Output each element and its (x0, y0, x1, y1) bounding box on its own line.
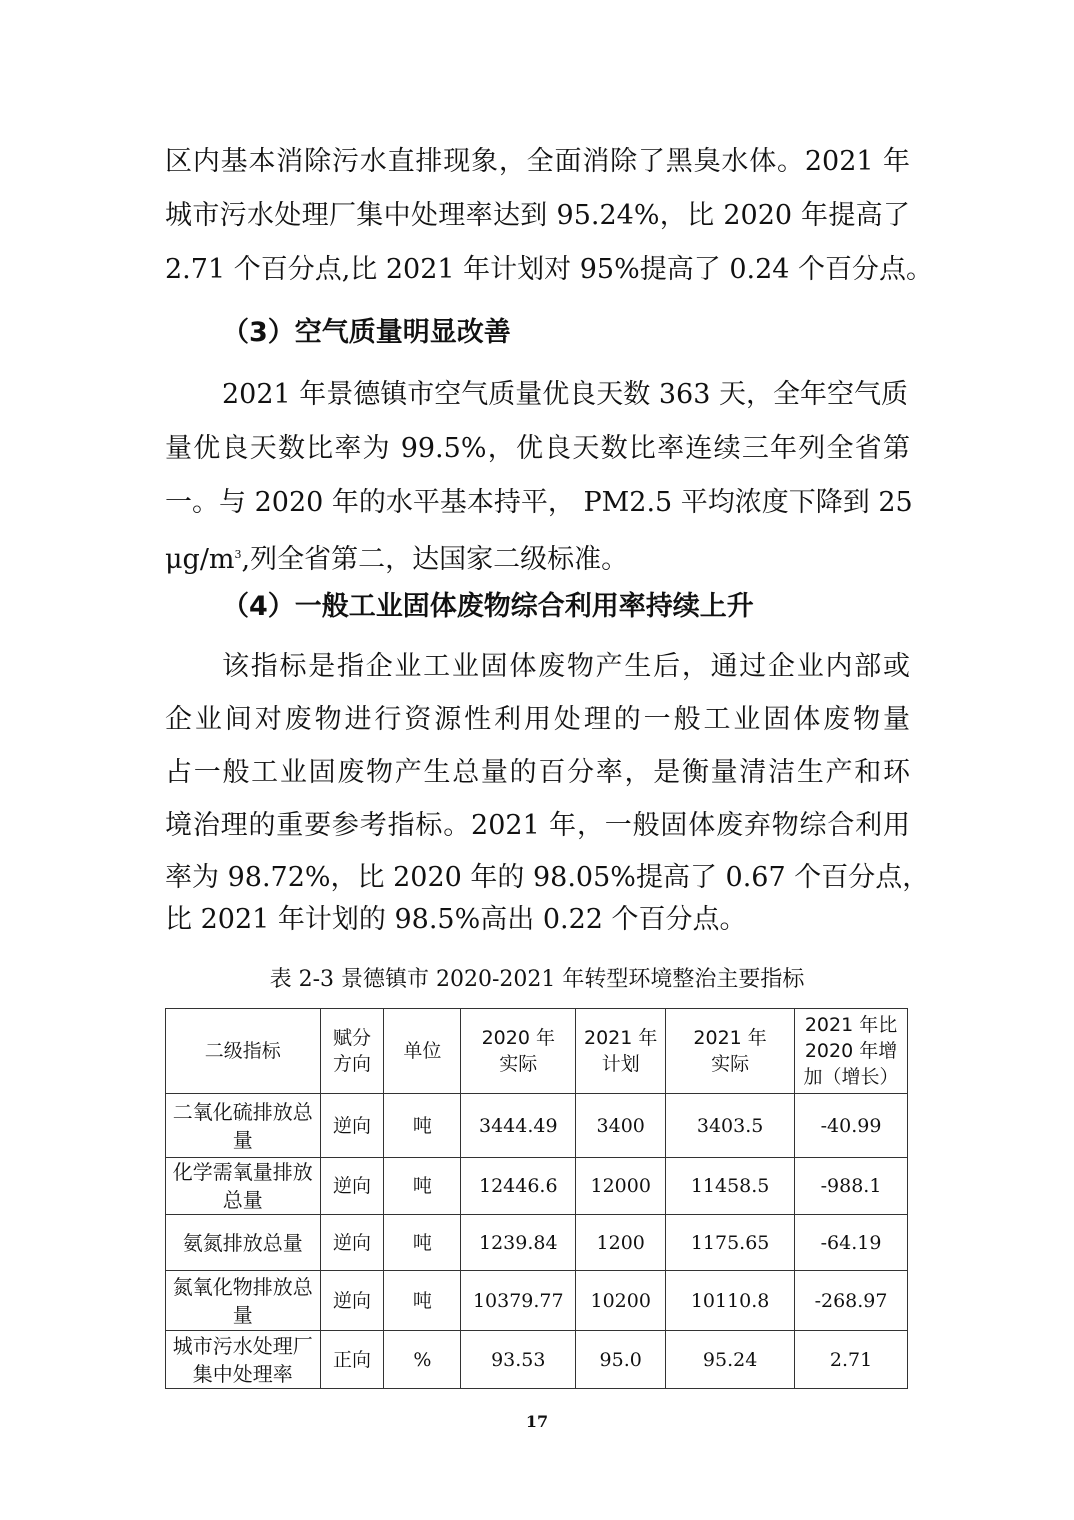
header-text: 2020 年增 (804, 1040, 898, 1062)
section-heading-3: （3）空气质量明显改善 (222, 317, 511, 348)
header-text: 赋分 (333, 1027, 372, 1049)
table-cell: 二氧化硫排放总量 (166, 1094, 321, 1158)
page-number: 17 (525, 1412, 549, 1431)
text-line: 境治理的重要参考指标。2021 年，一般固体废弃物综合利用 (165, 810, 910, 841)
table-row (166, 1094, 908, 1158)
header-text: 2021 年 (584, 1027, 658, 1049)
header-text: 实际 (499, 1053, 538, 1075)
table-cell: 10200 (576, 1271, 666, 1331)
table-cell: 吨 (384, 1158, 461, 1215)
table-cell: 12446.6 (461, 1158, 576, 1215)
text-line: 区内基本消除污水直排现象，全面消除了黑臭水体。2021 年 (165, 146, 910, 177)
table-cell: 氮氧化物排放总量 (166, 1271, 321, 1331)
section-heading-4: （4）一般工业固体废物综合利用率持续上升 (222, 591, 754, 622)
header-text: 单位 (403, 1040, 442, 1062)
text-line: 城市污水处理厂集中处理率达到 95.24%，比 2020 年提高了 (165, 200, 910, 231)
text-line: 比 2021 年计划的 98.5%高出 0.22 个百分点。 (165, 904, 747, 935)
column-header (461, 1009, 576, 1094)
table-row (166, 1331, 908, 1389)
text-line: 率为 98.72%，比 2020 年的 98.05%提高了 0.67 个百分点， (165, 862, 930, 893)
indicator-table (165, 1008, 908, 1389)
text-line: 企业间对废物进行资源性利用处理的一般工业固体废物量 (165, 704, 910, 735)
text-line: 占一般工业固废物产生总量的百分率，是衡量清洁生产和环 (165, 757, 910, 788)
table-cell: 城市污水处理厂集中处理率 (166, 1331, 321, 1389)
table-cell: 2.71 (795, 1331, 908, 1389)
table-row (166, 1215, 908, 1271)
header-text: 方向 (333, 1053, 372, 1075)
table-cell: -268.97 (795, 1271, 908, 1331)
header-text: 2020 年 (481, 1027, 555, 1049)
text-line (165, 535, 910, 580)
column-header (384, 1009, 461, 1094)
table-cell: 化学需氧量排放总量 (166, 1158, 321, 1215)
table-cell: 10110.8 (666, 1271, 795, 1331)
table-cell: 95.0 (576, 1331, 666, 1389)
column-header (795, 1009, 908, 1094)
header-text: 2021 年比 (804, 1014, 898, 1036)
table-cell: 11458.5 (666, 1158, 795, 1215)
unit-text: μg/m (165, 544, 235, 575)
table-cell: 3444.49 (461, 1094, 576, 1158)
table-cell: 1200 (576, 1215, 666, 1271)
table-cell: -64.19 (795, 1215, 908, 1271)
superscript: 3 (234, 548, 242, 561)
table-cell: -40.99 (795, 1094, 908, 1158)
table-cell: 氨氮排放总量 (166, 1215, 321, 1271)
table-cell: -988.1 (795, 1158, 908, 1215)
text-line: 该指标是指企业工业固体废物产生后，通过企业内部或 (222, 651, 910, 682)
table-cell: 3400 (576, 1094, 666, 1158)
header-text: 2021 年 (693, 1027, 767, 1049)
header-text: 加（增长） (803, 1066, 899, 1088)
header-text: 计划 (601, 1053, 640, 1075)
text-line: 量优良天数比率为 99.5%，优良天数比率连续三年列全省第 (165, 433, 910, 464)
table-cell: 93.53 (461, 1331, 576, 1389)
column-header (576, 1009, 666, 1094)
table-row (166, 1158, 908, 1215)
column-header (666, 1009, 795, 1094)
table-cell: 逆向 (320, 1215, 384, 1271)
column-header (320, 1009, 384, 1094)
table-cell: 逆向 (320, 1271, 384, 1331)
table-caption: 表 2-3 景德镇市 2020-2021 年转型环境整治主要指标 (269, 967, 805, 992)
table-cell: 10379.77 (461, 1271, 576, 1331)
text-line: 2021 年景德镇市空气质量优良天数 363 天，全年空气质 (222, 379, 908, 410)
text-line: 一。与 2020 年的水平基本持平， PM2.5 平均浓度下降到 25 (165, 487, 913, 518)
table-cell: 1175.65 (666, 1215, 795, 1271)
table-cell: 正向 (320, 1331, 384, 1389)
table-header-row (166, 1009, 908, 1094)
table-cell: 逆向 (320, 1158, 384, 1215)
table-cell: 12000 (576, 1158, 666, 1215)
table-cell: 吨 (384, 1215, 461, 1271)
header-text: 二级指标 (204, 1040, 281, 1062)
column-header (166, 1009, 321, 1094)
table-row (166, 1271, 908, 1331)
table-cell: 逆向 (320, 1094, 384, 1158)
table-cell: % (384, 1331, 461, 1389)
header-text: 实际 (711, 1053, 750, 1075)
table-cell: 3403.5 (666, 1094, 795, 1158)
table-cell: 1239.84 (461, 1215, 576, 1271)
table-cell: 95.24 (666, 1331, 795, 1389)
table-cell: 吨 (384, 1271, 461, 1331)
text-line: 2.71 个百分点,比 2021 年计划对 95%提高了 0.24 个百分点。 (165, 254, 934, 285)
table-cell: 吨 (384, 1094, 461, 1158)
text-span: ,列全省第二，达国家二级标准。 (241, 544, 629, 575)
